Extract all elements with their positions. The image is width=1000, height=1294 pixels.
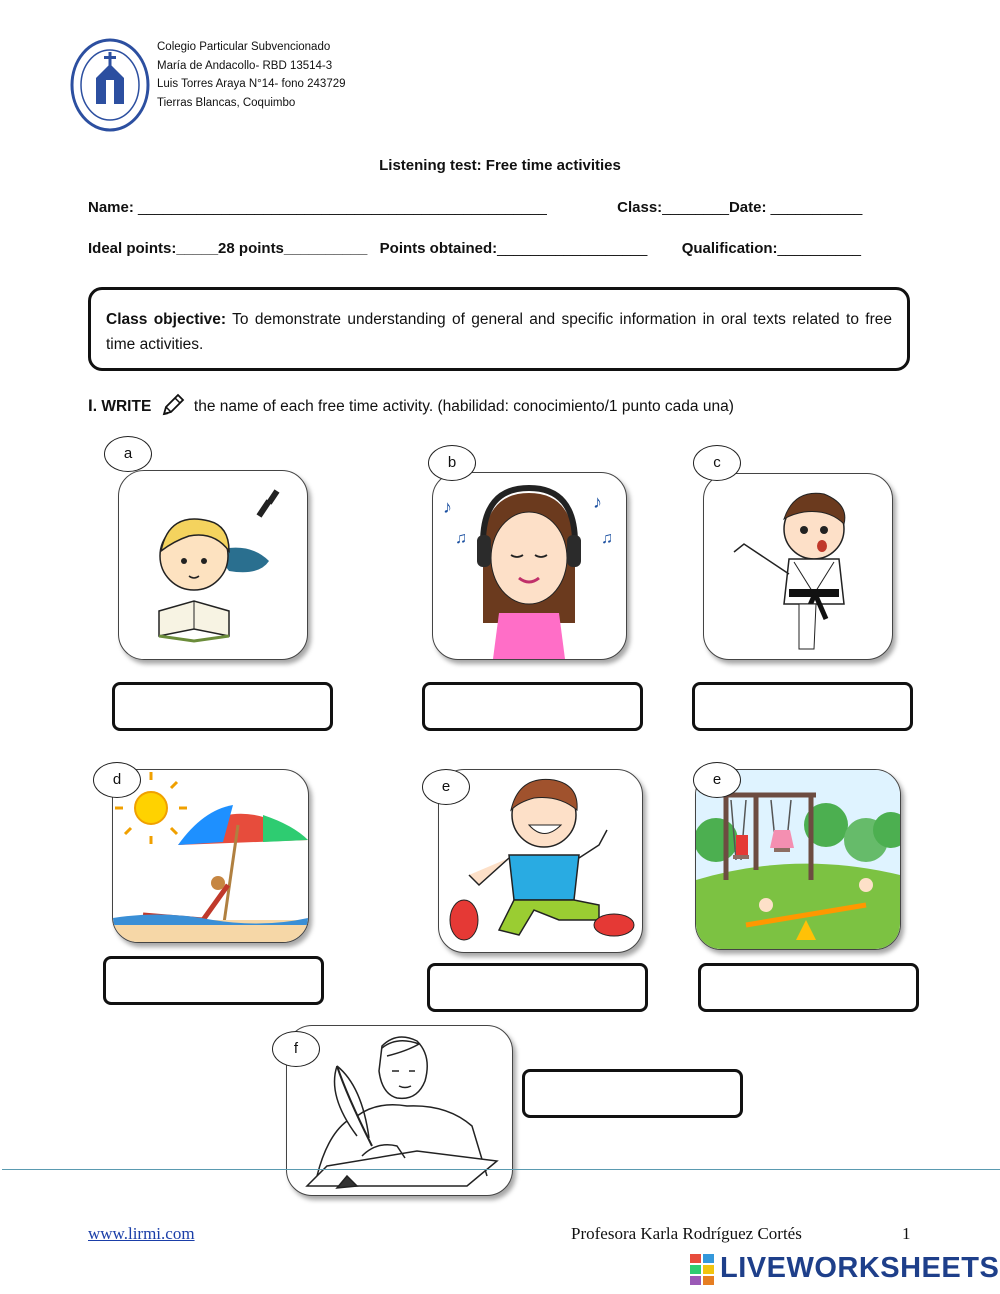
answer-box-e[interactable] (427, 963, 648, 1012)
points-obtained-field[interactable]: __________________ (497, 240, 648, 257)
objective-text: To demonstrate understanding of general and specific information in oral texts related to free time activities. (106, 311, 892, 353)
svg-text:♫: ♫ (601, 530, 613, 547)
answer-box-a[interactable] (112, 682, 333, 731)
objective-label: Class objective: (106, 311, 227, 328)
class-label: Class: (617, 199, 663, 216)
footer-divider (2, 1169, 1000, 1170)
activity-image-running (438, 769, 643, 953)
activity-letter: e (422, 769, 470, 805)
svg-text:♫: ♫ (455, 530, 467, 547)
qualification-field[interactable]: __________ (777, 240, 861, 257)
school-line: María de Andacollo- RBD 13514-3 (157, 59, 333, 72)
activity-image-karate (703, 473, 893, 660)
name-class-date-row (88, 199, 862, 216)
class-field[interactable]: ________ (662, 199, 729, 216)
activity-image-reading (118, 470, 308, 660)
liveworksheets-brand: LIVEWORKSHEETS (720, 1252, 1000, 1284)
name-label: Name: (88, 199, 139, 216)
activity-letter: e (693, 762, 741, 798)
answer-box-e-park[interactable] (698, 963, 919, 1012)
school-info (157, 38, 346, 112)
answer-box-c[interactable] (692, 682, 913, 731)
date-field[interactable]: ___________ (770, 199, 863, 216)
instruction-number: I (88, 396, 93, 415)
svg-text:♪: ♪ (593, 492, 602, 512)
objective-box (88, 287, 910, 371)
teacher-name: Profesora Karla Rodríguez Cortés (571, 1224, 802, 1243)
test-title: Listening test: Free time activities (379, 157, 621, 174)
activity-letter: a (104, 436, 152, 472)
activity-image-music (432, 472, 627, 660)
liveworksheets-logo-icon (690, 1252, 716, 1286)
points-row (88, 240, 861, 257)
instruction (88, 392, 734, 418)
pencil-icon (160, 392, 186, 418)
answer-box-b[interactable] (422, 682, 643, 731)
school-line: Tierras Blancas, Coquimbo (157, 96, 296, 109)
activity-letter: d (93, 762, 141, 798)
page-number: 1 (902, 1224, 911, 1243)
school-line: Colegio Particular Subvencionado (157, 41, 331, 53)
instruction-text: the name of each free time activity. (habilidad: conocimiento/1 punto cada una) (193, 398, 734, 415)
activity-image-beach (112, 769, 309, 943)
school-logo (70, 38, 150, 133)
school-line: Luis Torres Araya N°14- fono 243729 (157, 78, 346, 90)
answer-box-f[interactable] (522, 1069, 743, 1118)
name-field[interactable]: _________________________________________________ (138, 199, 547, 216)
date-label: Date: (728, 199, 771, 216)
ideal-points-value: _____28 points__________ (176, 240, 368, 257)
qualification-label: Qualification: (681, 240, 778, 257)
activity-letter: c (693, 445, 741, 481)
activity-image-writing (286, 1025, 513, 1196)
activity-letter: f (272, 1031, 320, 1067)
answer-box-d[interactable] (103, 956, 324, 1005)
points-obtained-label: Points obtained: (379, 240, 498, 257)
ideal-points-label: Ideal points: (88, 240, 177, 257)
footer-link[interactable]: www.lirmi.com (88, 1224, 195, 1243)
svg-text:♪: ♪ (443, 497, 452, 517)
activity-letter: b (428, 445, 476, 481)
instruction-verb: . WRITE (92, 398, 152, 415)
